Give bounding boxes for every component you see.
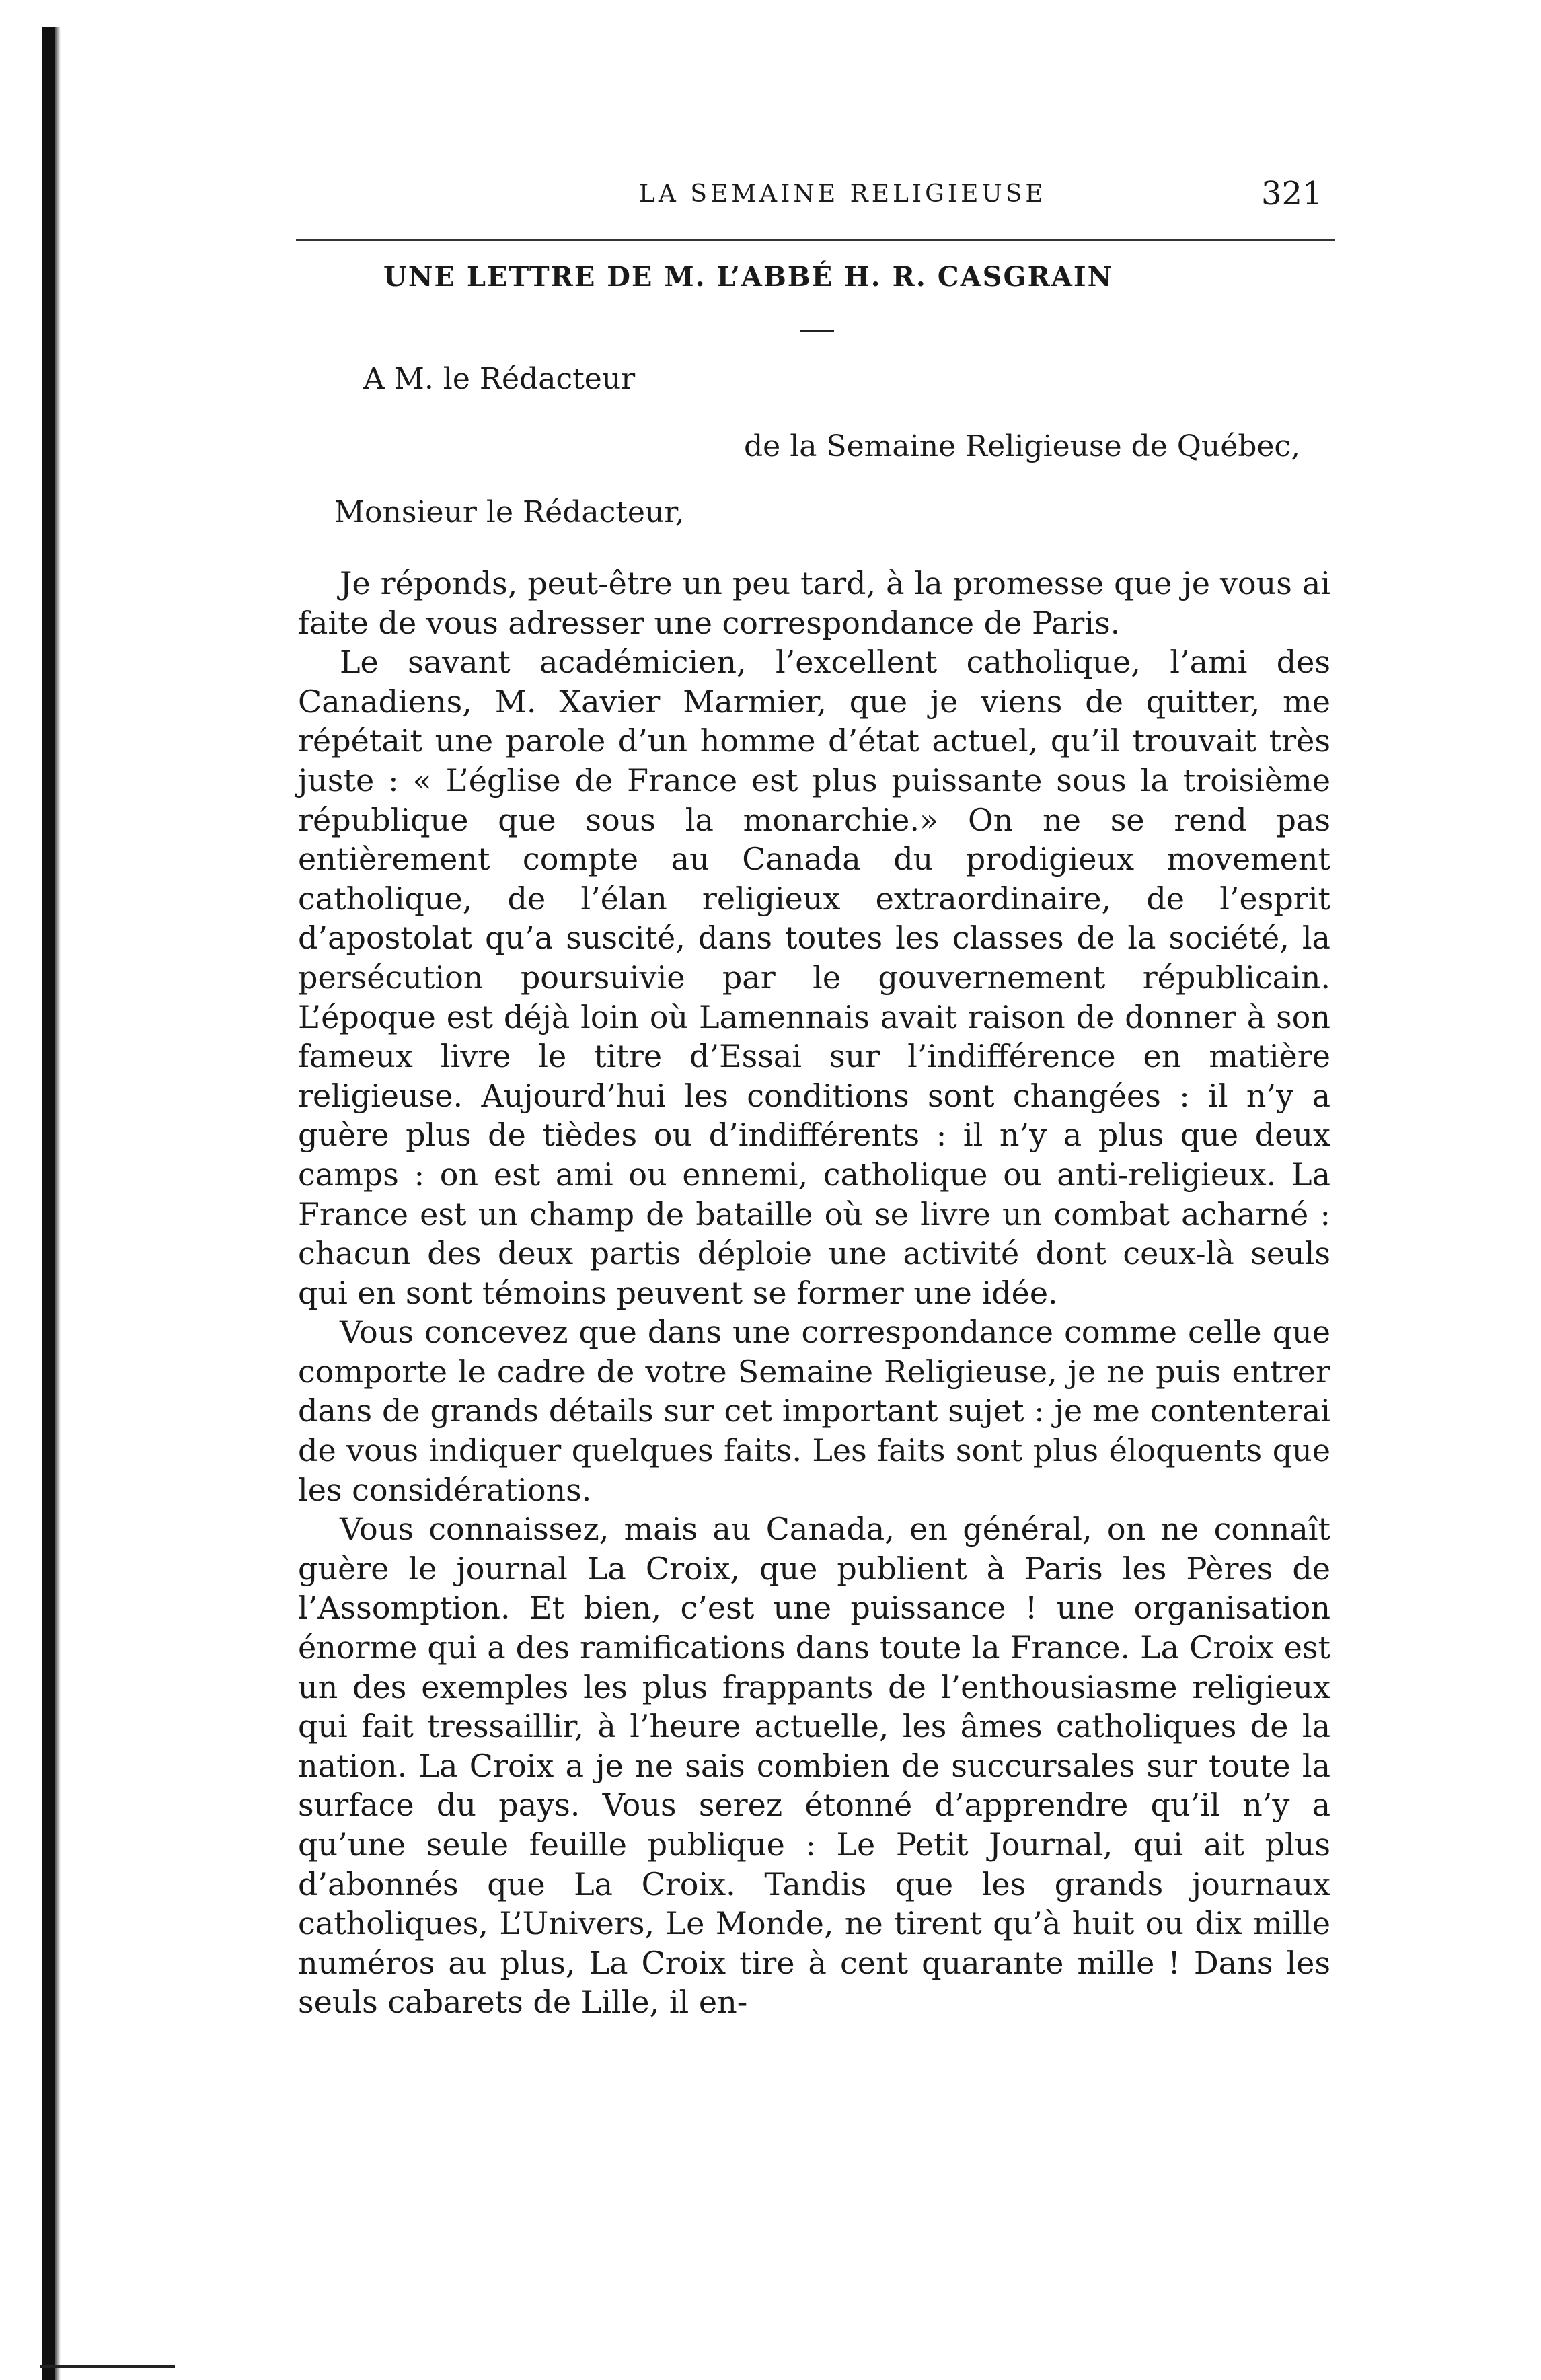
article-title: UNE LETTRE DE M. L’ABBÉ H. R. CASGRAIN xyxy=(383,261,1114,293)
paragraph: Vous concevez que dans une correspondance comme celle que comporte le cadre de votre Semaine Religieuse, je ne puis entrer dans de grands détails sur cet important sujet : je me contenterai de vous indiquer quelques faits. Les faits sont plus éloquents que les considérations. xyxy=(298,1314,1330,1508)
running-head-title: LA SEMAINE RELIGIEUSE xyxy=(639,180,1047,208)
paragraph: Je réponds, peut-être un peu tard, à la promesse que je vous ai faite de vous adresser une correspondance de Paris. xyxy=(298,565,1330,641)
binding-foot-mark xyxy=(40,2365,175,2368)
header-rule xyxy=(296,239,1335,241)
letter-body xyxy=(298,564,1330,2022)
page-number: 321 xyxy=(1261,175,1323,213)
title-separator-dash xyxy=(800,330,834,332)
book-binding-edge xyxy=(42,27,55,2380)
paragraph: Vous connaissez, mais au Canada, en général, on ne connaît guère le journal La Croix, que publient à Paris les Pères de l’Assomption. Et bien, c’est une puissance ! une organisation énorme qui a des ramifications dans toute la France. La Croix est un des exemples les plus frappants de l’enthousiasme religieux qui fait tressaillir, à l’heure actuelle, les âmes catholiques de la nation. La Croix a je ne sais combien de succursales sur toute la surface du pays. Vous serez étonné d’apprendre qu’il n’y a qu’une seule feuille publique : Le Petit Journal, qui ait plus d’abonnés que La Croix. Tandis que les grands journaux catholiques, L’Univers, Le Monde, ne tirent qu’à huit ou dix mille numéros au plus, La Croix tire à cent quarante mille ! Dans les seuls cabarets de Lille, il en- xyxy=(298,1511,1330,2021)
paragraph: Le savant académicien, l’excellent catholique, l’ami des Canadiens, M. Xavier Marmier, que je viens de quitter, me répétait une parole d’un homme d’état actuel, qu’il trouvait très juste : « L’église de France est plus puissante sous la troisième république que sous la monarchie.» On ne se rend pas entièrement compte au Canada du prodigieux movement catholique, de l’élan religieux extraordinaire, de l’esprit d’apostolat qu’a suscité, dans toutes les classes de la société, la persécution poursuivie par le gouvernement républicain. L’époque est déjà loin où Lamennais avait raison de donner à son fameux livre le titre d’Essai sur l’indifférence en matière religieuse. Aujourd’hui les conditions sont changées : il n’y a guère plus de tièdes ou d’indifférents : il n’y a plus que deux camps : on est ami ou ennemi, catholique ou anti-religieux. La France est un champ de bataille où se livre un combat acharné : chacun des deux partis déploie une activité dont ceux-là seuls qui en sont témoins peuvent se former une idée. xyxy=(298,644,1330,1311)
address-line-1: A M. le Rédacteur xyxy=(363,362,636,396)
address-line-2: de la Semaine Religieuse de Québec, xyxy=(744,429,1301,463)
running-head xyxy=(0,175,1541,221)
article-title-row xyxy=(0,261,1541,301)
salutation: Monsieur le Rédacteur, xyxy=(334,495,685,529)
binding-shadow xyxy=(55,27,61,2380)
